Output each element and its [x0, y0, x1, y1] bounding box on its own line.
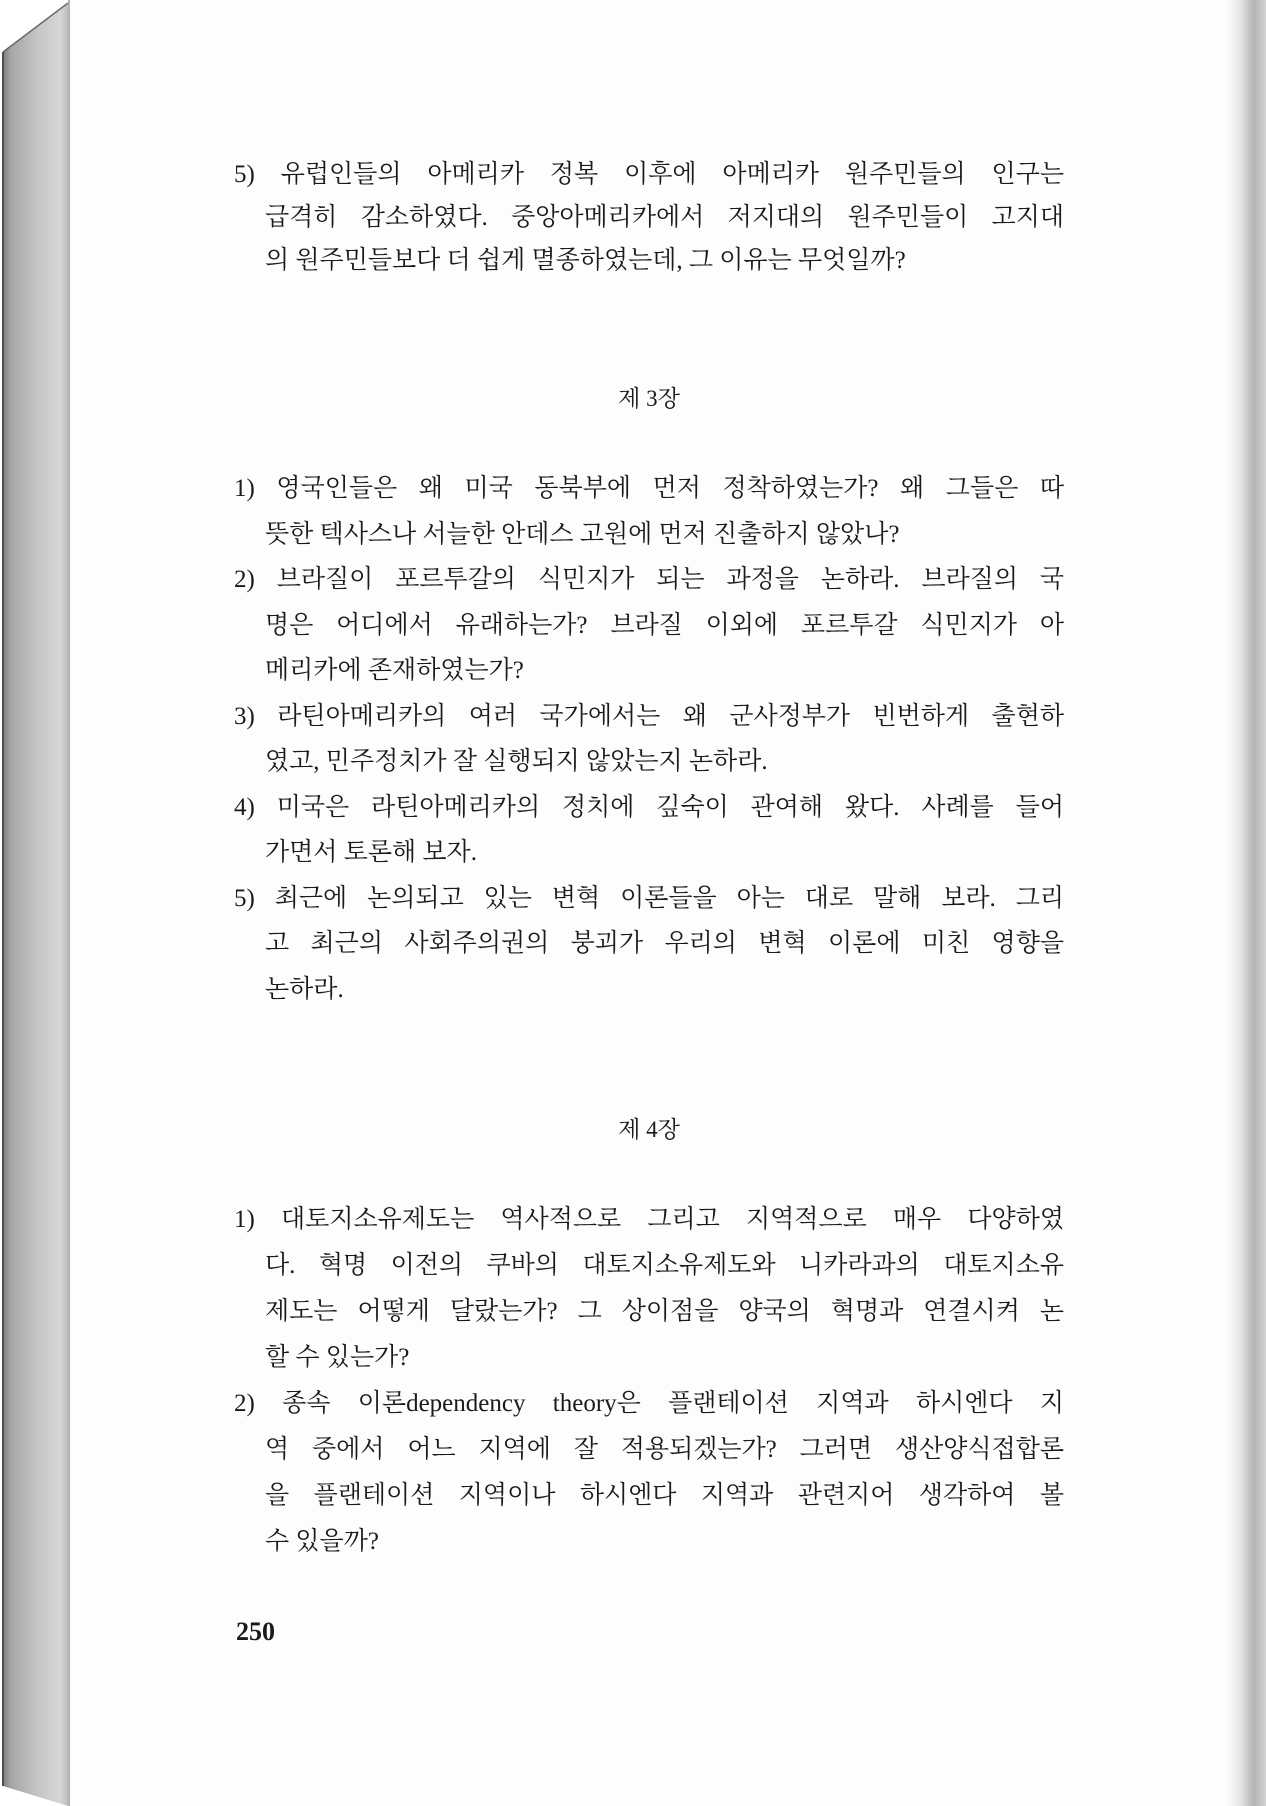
question-item: [234, 153, 1064, 282]
question-line: 급격히 감소하였다. 중앙아메리카에서 저지대의 원주민들이 고지대: [265, 204, 1064, 231]
question-line: 명은 어디에서 유래하는가? 브라질 이외에 포르투갈 식민지가 아: [265, 611, 1064, 639]
question-line: 뜻한 텍사스나 서늘한 안데스 고원에 먼저 진출하지 않았나?: [265, 520, 900, 548]
question-line: 역 중에서 어느 지역에 잘 적용되겠는가? 그러면 생산양식접합론: [265, 1436, 1064, 1463]
question-line: 였고, 민주정치가 잘 실행되지 않았는지 논하라.: [265, 748, 768, 775]
chapter-heading: 제 3장: [618, 386, 680, 411]
question-line: [234, 785, 1064, 831]
question-line: [234, 1197, 1064, 1243]
question-line: [234, 466, 1064, 512]
question-line: 논하라.: [265, 975, 344, 1003]
question-item: [234, 785, 1064, 876]
question-item: [234, 557, 1064, 694]
page-number: 250: [236, 1617, 275, 1646]
question-text: 유럽인들의 아메리카 정복 이후에 아메리카 원주민들의 인구는: [280, 161, 1064, 188]
question-number: 5): [234, 884, 255, 912]
question-line: 제도는 어떻게 달랐는가? 그 상이점을 양국의 혁명과 연결시켜 논: [265, 1298, 1064, 1325]
question-number: 2): [234, 1390, 255, 1417]
question-text: 브라질이 포르투갈의 식민지가 되는 과정을 논하라. 브라질의 국: [276, 566, 1064, 593]
question-line: [234, 153, 1064, 196]
question-line: 가면서 토론해 보자.: [265, 839, 477, 866]
question-number: 2): [234, 566, 255, 593]
question-list-chapter-3: [234, 466, 1064, 1012]
question-item: [234, 876, 1064, 1013]
question-line: [234, 694, 1064, 740]
question-line: 수 있을까?: [265, 1528, 379, 1555]
question-text: 최근에 논의되고 있는 변혁 이론들을 아는 대로 말해 보라. 그리: [274, 884, 1064, 912]
question-line: 다. 혁명 이전의 쿠바의 대토지소유제도와 니카라과의 대토지소유: [265, 1252, 1064, 1279]
question-text: 라틴아메리카의 여러 국가에서는 왜 군사정부가 빈번하게 출현하: [277, 702, 1064, 730]
question-number: 4): [234, 793, 255, 821]
question-item: [234, 466, 1064, 557]
question-line: 의 원주민들보다 더 쉽게 멸종하였는데, 그 이유는 무엇일까?: [265, 247, 906, 274]
question-line: [234, 557, 1064, 603]
question-text: 미국은 라틴아메리카의 정치에 깊숙이 관여해 왔다. 사례를 들어: [276, 793, 1064, 821]
question-line: 메리카에 존재하였는가?: [265, 657, 524, 684]
question-line: [234, 876, 1064, 922]
question-item: [234, 1381, 1064, 1565]
question-line: 고 최근의 사회주의권의 붕괴가 우리의 변혁 이론에 미친 영향을: [265, 930, 1064, 957]
question-text: 종속 이론dependency theory은 플랜테이션 지역과 하시엔다 지: [282, 1390, 1064, 1417]
question-item: [234, 694, 1064, 785]
book-spine: [3, 3, 68, 1806]
question-text: 대토지소유제도는 역사적으로 그리고 지역적으로 매우 다양하였: [281, 1206, 1064, 1233]
question-text: 영국인들은 왜 미국 동북부에 먼저 정착하였는가? 왜 그들은 따: [276, 475, 1064, 502]
question-line: 을 플랜테이션 지역이나 하시엔다 지역과 관련지어 생각하여 볼: [265, 1482, 1064, 1509]
question-item: [234, 1197, 1064, 1381]
question-number: 1): [234, 475, 255, 502]
question-line: [234, 1381, 1064, 1427]
question-number: 1): [234, 1206, 255, 1233]
page-edge-shadow: [1226, 0, 1266, 1806]
question-number: 3): [234, 702, 255, 730]
question-line: 할 수 있는가?: [265, 1344, 410, 1371]
question-list-chapter-4: [234, 1197, 1064, 1565]
question-number: 5): [234, 161, 255, 188]
question-list-continued: [234, 153, 1064, 282]
chapter-heading: 제 4장: [618, 1117, 680, 1142]
